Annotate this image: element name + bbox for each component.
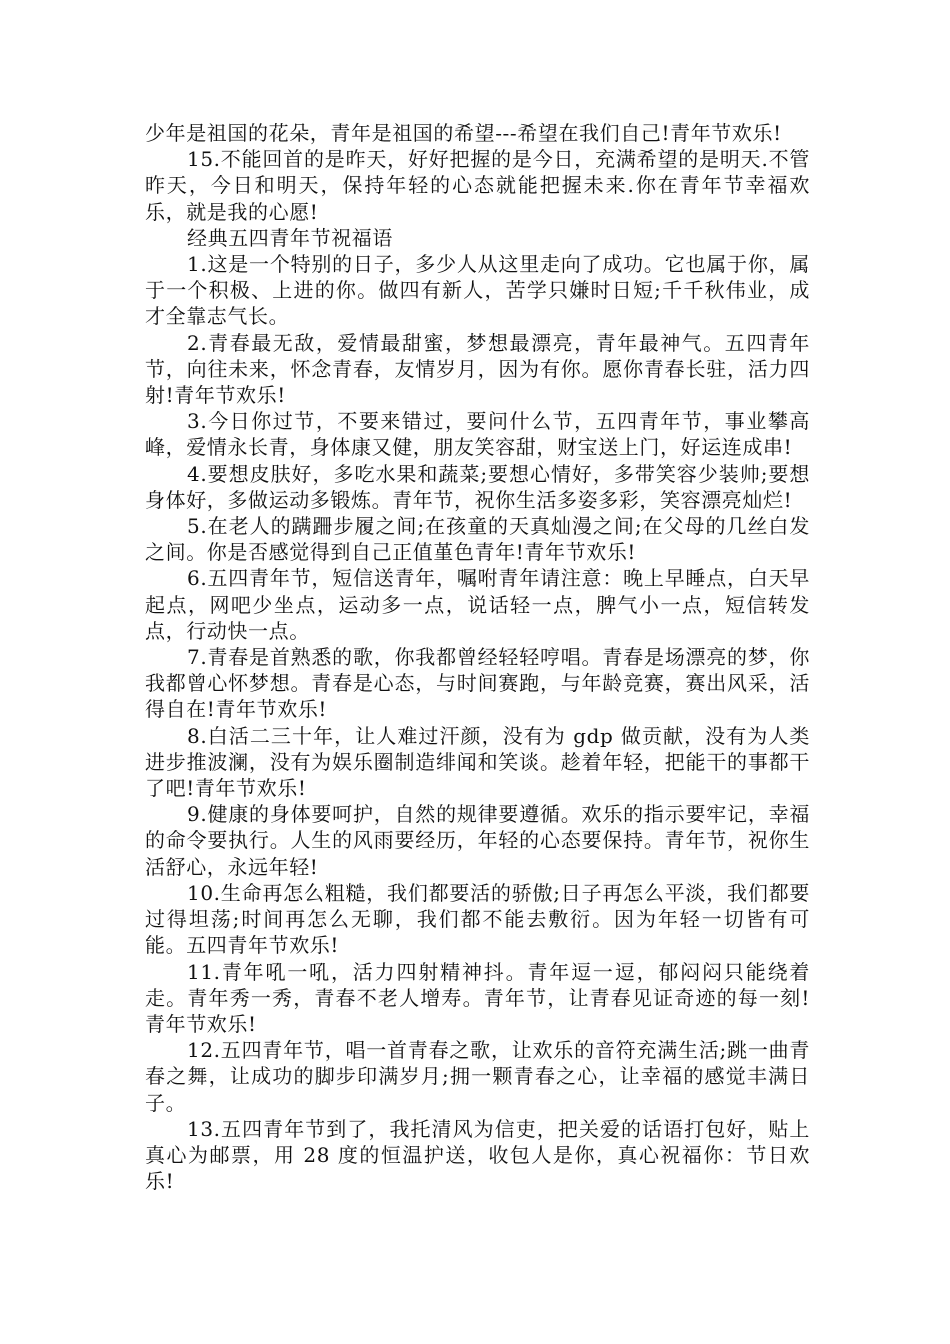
paragraph-item-5: 5.在老人的蹒跚步履之间;在孩童的天真灿漫之间;在父母的几丝白发之间。你是否感觉得到自己正值堇色青年!青年节欢乐!: [145, 514, 810, 565]
paragraph-item-11: 11.青年吼一吼，活力四射精神抖。青年逗一逗，郁闷闷只能绕着走。青年秀一秀，青春不老人增寿。青年节，让青春见证奇迹的每一刻!青年节欢乐!: [145, 959, 810, 1036]
paragraph-item-1: 1.这是一个特别的日子，多少人从这里走向了成功。它也属于你，属于一个积极、上进的你。做四有新人，苦学只嫌时日短;千千秋伟业，成才全靠志气长。: [145, 252, 810, 329]
paragraph-item-12: 12.五四青年节，唱一首青春之歌，让欢乐的音符充满生活;跳一曲青春之舞，让成功的脚步印满岁月;拥一颗青春之心，让幸福的感觉丰满日子。: [145, 1038, 810, 1115]
paragraph-item-7: 7.青春是首熟悉的歌，你我都曾经轻轻哼唱。青春是场漂亮的梦，你我都曾心怀梦想。青春是心态，与时间赛跑，与年龄竞赛，赛出风采，活得自在!青年节欢乐!: [145, 645, 810, 722]
paragraph-item-2: 2.青春最无敌，爱情最甜蜜，梦想最漂亮，青年最神气。五四青年节，向往未来，怀念青春，友情岁月，因为有你。愿你青春长驻，活力四射!青年节欢乐!: [145, 330, 810, 408]
paragraph-item-4: 4.要想皮肤好，多吃水果和蔬菜;要想心情好，多带笑容少装帅;要想身体好，多做运动多锻炼。青年节，祝你生活多姿多彩，笑容漂亮灿烂!: [145, 461, 810, 512]
paragraph-item-15: 15.不能回首的是昨天，好好把握的是今日，充满希望的是明天.不管昨天，今日和明天，保持年轻的心态就能把握未来.你在青年节幸福欢乐，就是我的心愿!: [145, 147, 810, 224]
paragraph-item-13: 13.五四青年节到了，我托清风为信吏，把关爱的话语打包好，贴上真心为邮票，用 28 度的恒温护送，收包人是你，真心祝福你：节日欢乐!: [145, 1116, 810, 1194]
paragraph-item-10: 10.生命再怎么粗糙，我们都要活的骄傲;日子再怎么平淡，我们都要过得坦荡;时间再怎么无聊，我们都不能去敷衍。因为年轻一切皆有可能。五四青年节欢乐!: [145, 880, 810, 958]
paragraph-item-6: 6.五四青年节，短信送青年，嘱咐青年请注意：晚上早睡点，白天早起点，网吧少坐点，运动多一点，说话轻一点，脾气小一点，短信转发点，行动快一点。: [145, 566, 810, 643]
paragraph-item-3: 3.今日你过节，不要来错过，要问什么节，五四青年节，事业攀高峰，爱情永长青，身体康又健，朋友笑容甜，财宝送上门，好运连成串!: [145, 409, 810, 460]
paragraph-item-9: 9.健康的身体要呵护，自然的规律要遵循。欢乐的指示要牢记，幸福的命令要执行。人生的风雨要经历，年轻的心态要保持。青年节，祝你生活舒心，永远年轻!: [145, 802, 810, 879]
paragraph-continuation: 少年是祖国的花朵，青年是祖国的希望---希望在我们自己!青年节欢乐!: [145, 121, 782, 145]
document-page: [145, 120, 810, 1194]
paragraph-item-8: 8.白活二三十年，让人难过汗颜，没有为 gdp 做贡献，没有为人类进步推波澜，没有为娱乐圈制造绯闻和笑谈。趁着年轻，把能干的事都干了吧!青年节欢乐!: [145, 723, 810, 801]
section-heading: 经典五四青年节祝福语: [187, 225, 393, 250]
